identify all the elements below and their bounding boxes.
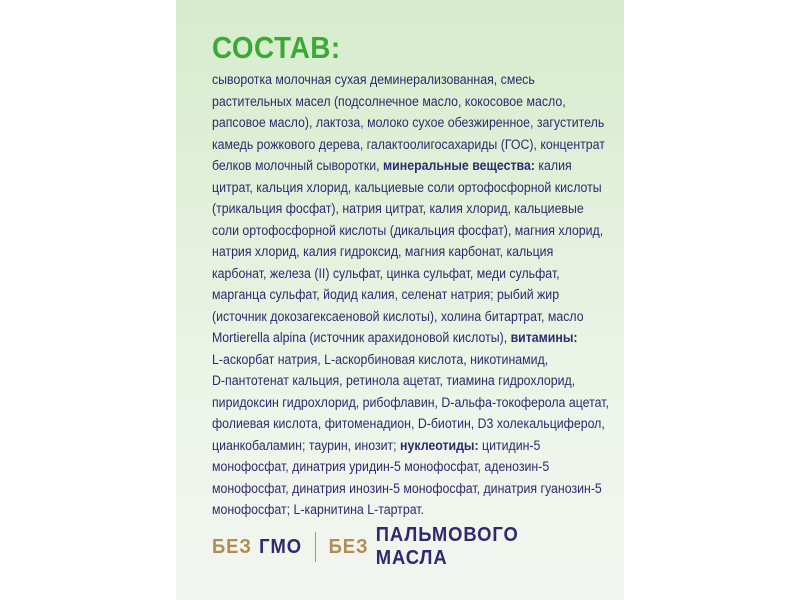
ingredients-line	[212, 328, 577, 350]
ingredients-line-text: сыворотка молочная сухая деминерализованная, смесь	[212, 72, 535, 88]
ingredients-line-text: монофосфат, динатрия инозин-5 монофосфат, динатрия гуанозин-5	[212, 480, 602, 497]
ingredients-line-text: D-пантотенат кальция, ретинола ацетат, тиамина гидрохлорид,	[212, 373, 576, 389]
ingredients-line-text: цитрат, кальция хлорид, кальциевые соли ортофосфорной кислоты	[212, 179, 602, 196]
no-palm-oil-label: ПАЛЬМОВОГО МАСЛА	[375, 524, 519, 569]
ingredients-line	[212, 307, 584, 329]
no-palm-oil-prefix: БЕЗ	[328, 535, 369, 558]
ingredients-line-text: соли ортофосфорной кислоты (дикальция фосфат), магния хлорид,	[212, 222, 604, 239]
ingredients-line	[212, 500, 577, 522]
footer-divider	[315, 532, 316, 562]
ingredients-line	[212, 414, 605, 436]
ingredients-line-text: пиридоксин гидрохлорид, рибофлавин, D-альфа-токоферола ацетат,	[212, 394, 609, 411]
ingredients-line-text: рапсовое масло), лактоза, молоко сухое обезжиренное, загуститель	[212, 115, 605, 131]
ingredients-line-text: марганца сульфат, йодид калия, селенат натрия; рыбий жир	[212, 287, 560, 303]
composition-panel	[176, 0, 624, 600]
ingredients-line	[212, 264, 577, 286]
ingredients-line-text: растительных масел (подсолнечное масло, кокосовое масло,	[212, 93, 566, 110]
ingredients-line	[212, 479, 602, 501]
ingredients-line-text: монофосфат, динатрия уридин-5 монофосфат, аденозин-5	[212, 459, 550, 475]
ingredients-line	[212, 242, 577, 264]
ingredients-line	[212, 221, 604, 243]
ingredients-line-text: L-аскорбат натрия, L-аскорбиновая кислота, никотинамид,	[212, 351, 549, 368]
ingredients-line-text: (трикальция фосфат), натрия цитрат, калия хлорид, кальциевые	[212, 201, 584, 217]
ingredients-line-text: цитидин-5	[478, 437, 541, 454]
ingredients-category-label: минеральные вещества:	[383, 158, 535, 174]
footer-badges	[212, 524, 591, 569]
composition-title: СОСТАВ:	[212, 30, 341, 65]
ingredients-line	[212, 92, 577, 114]
ingredients-line	[212, 199, 584, 221]
ingredients-line	[212, 350, 577, 372]
ingredients-line-text: карбонат, железа (II) сульфат, цинка сульфат, меди сульфат,	[212, 265, 560, 282]
ingredients-line	[212, 436, 577, 458]
ingredients-line	[212, 178, 602, 200]
no-gmo-prefix: БЕЗ	[212, 535, 252, 558]
ingredients-line	[212, 393, 609, 415]
ingredients-line	[212, 70, 577, 92]
ingredients-line-text: фолиевая кислота, фитоменадион, D-биотин, D3 холекальциферол,	[212, 416, 605, 432]
ingredients-line-text: монофосфат; L-карнитина L-тартрат.	[212, 502, 425, 518]
ingredients-line-text: натрия хлорид, калия гидроксид, магния карбонат, кальция	[212, 244, 554, 260]
no-gmo-label: ГМО	[259, 535, 302, 558]
ingredients-line	[212, 156, 577, 178]
ingredients-line	[212, 135, 605, 157]
ingredients-text	[212, 70, 609, 522]
ingredients-line-text: белков молочный сыворотки,	[212, 158, 384, 174]
ingredients-line-text: калия	[534, 158, 572, 174]
ingredients-category-label: нуклеотиды:	[400, 437, 479, 454]
ingredients-line-text: цианкобаламин; таурин, инозит;	[212, 437, 401, 454]
ingredients-line	[212, 113, 605, 135]
ingredients-line	[212, 371, 577, 393]
ingredients-line	[212, 457, 577, 479]
ingredients-category-label: витамины:	[510, 330, 578, 346]
ingredients-line-text: камедь рожкового дерева, галактоолигосахариды (ГОС), концентрат	[212, 136, 605, 153]
ingredients-line	[212, 285, 577, 307]
ingredients-line-text: Mortierella alpina (источник арахидоновой кислоты),	[212, 330, 511, 346]
ingredients-line-text: (источник докозагексаеновой кислоты), холина битартрат, масло	[212, 308, 584, 325]
